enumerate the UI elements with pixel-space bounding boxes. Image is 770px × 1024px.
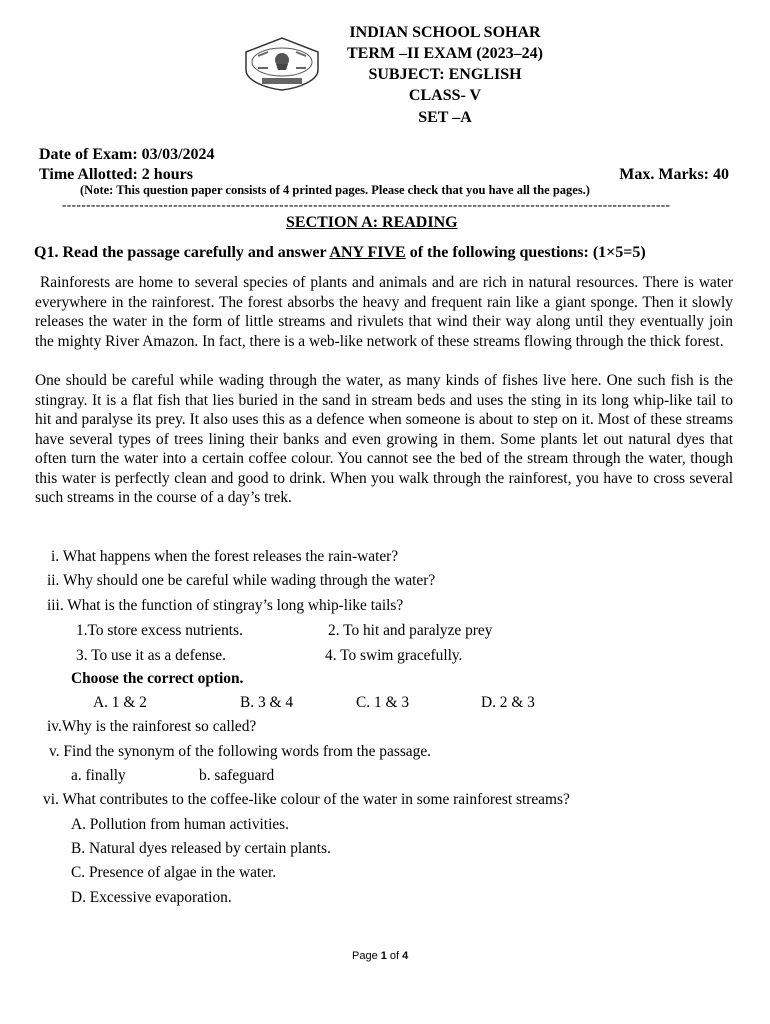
- question-iii-option-3: 3. To use it as a defense.: [76, 647, 226, 664]
- question-v: v. Find the synonym of the following words from the passage.: [49, 743, 432, 760]
- divider: ------------------------------------------------------------------------------------------------------------------------------: [62, 197, 671, 212]
- question-iii-choice-d: D. 2 & 3: [481, 694, 535, 711]
- note-text: (Note: This question paper consists of 4 printed pages. Please check that you have all the pages.): [80, 183, 590, 197]
- q1-prefix: Q1. Read the passage carefully and answer: [34, 244, 330, 261]
- question-i: i. What happens when the forest releases the rain-water?: [51, 548, 399, 565]
- q1-suffix: of the following questions: (1×5=5): [405, 244, 646, 261]
- question-iii-option-4: 4. To swim gracefully.: [325, 647, 463, 664]
- school-name: INDIAN SCHOOL SOHAR: [349, 24, 541, 41]
- max-marks: Max. Marks: 40: [619, 166, 729, 183]
- page-prefix: Page: [352, 950, 381, 962]
- question-vi: vi. What contributes to the coffee-like colour of the water in some rainforest streams?: [43, 791, 570, 808]
- question-vi-option-b: B. Natural dyes released by certain plants.: [71, 840, 331, 857]
- exam-date: Date of Exam: 03/03/2024: [39, 146, 215, 163]
- question-v-word-b: b. safeguard: [199, 767, 275, 784]
- question-vi-option-a: A. Pollution from human activities.: [71, 816, 290, 833]
- question-vi-option-d: D. Excessive evaporation.: [71, 889, 232, 906]
- school-emblem-icon: [240, 34, 324, 92]
- question-iii-choice-c: C. 1 & 3: [356, 694, 410, 711]
- passage-paragraph-1: Rainforests are home to several species of plants and animals and are rich in natural resources. There is water everywhere in the rainforest. The forest absorbs the heavy and frequent rain like a giant sponge. Then it slowly releases the water in the form of little streams and rivulets that wind their way along until they eventually join the mighty River Amazon. In fact, there is a web-like network of these streams flowing through the thick forest.: [35, 274, 733, 350]
- page-number: [352, 950, 408, 962]
- question-v-word-a: a. finally: [71, 767, 126, 784]
- question-ii: ii. Why should one be careful while wading through the water?: [47, 572, 436, 589]
- question-iii-choose: Choose the correct option.: [71, 670, 244, 687]
- question-iv: iv.Why is the rainforest so called?: [47, 718, 257, 735]
- page-total: 4: [402, 950, 409, 962]
- subject-label: SUBJECT: ENGLISH: [368, 66, 522, 83]
- time-allotted: Time Allotted: 2 hours: [39, 166, 193, 183]
- page-of: of: [386, 950, 403, 962]
- class-label: CLASS- V: [408, 87, 482, 104]
- question-iii-choice-a: A. 1 & 2: [93, 694, 147, 711]
- set-label: SET –A: [418, 109, 472, 126]
- section-title: SECTION A: READING: [286, 214, 458, 231]
- q1-instruction: [34, 244, 646, 262]
- passage-paragraph-2: One should be careful while wading through the water, as many kinds of fishes live here. One such fish is the stingray. It is a flat fish that lies buried in the sand in stream beds and uses the sting in its long whip-like tail to hit and paralyse its prey. It also uses this as a defence when someone is about to step on it. Most of these streams have several types of trees lining their banks and even growing in them. Some plants let out natural dyes that often turn the water into a certain coffee colour. You cannot see the bed of the stream through the water, though this water is perfectly clean and good to drink. When you walk through the rainforest, you have to cross several such streams in the course of a day’s trek.: [35, 372, 733, 506]
- question-iii-option-2: 2. To hit and paralyze prey: [328, 622, 493, 639]
- question-iii-choice-b: B. 3 & 4: [240, 694, 294, 711]
- exam-title: TERM –II EXAM (2023–24): [347, 45, 543, 62]
- question-vi-option-c: C. Presence of algae in the water.: [71, 864, 277, 881]
- question-iii: iii. What is the function of stingray’s long whip-like tails?: [47, 597, 404, 614]
- question-iii-option-1: 1.To store excess nutrients.: [76, 622, 243, 639]
- page-current: 1: [380, 950, 387, 962]
- q1-emphasis: ANY FIVE: [329, 244, 406, 261]
